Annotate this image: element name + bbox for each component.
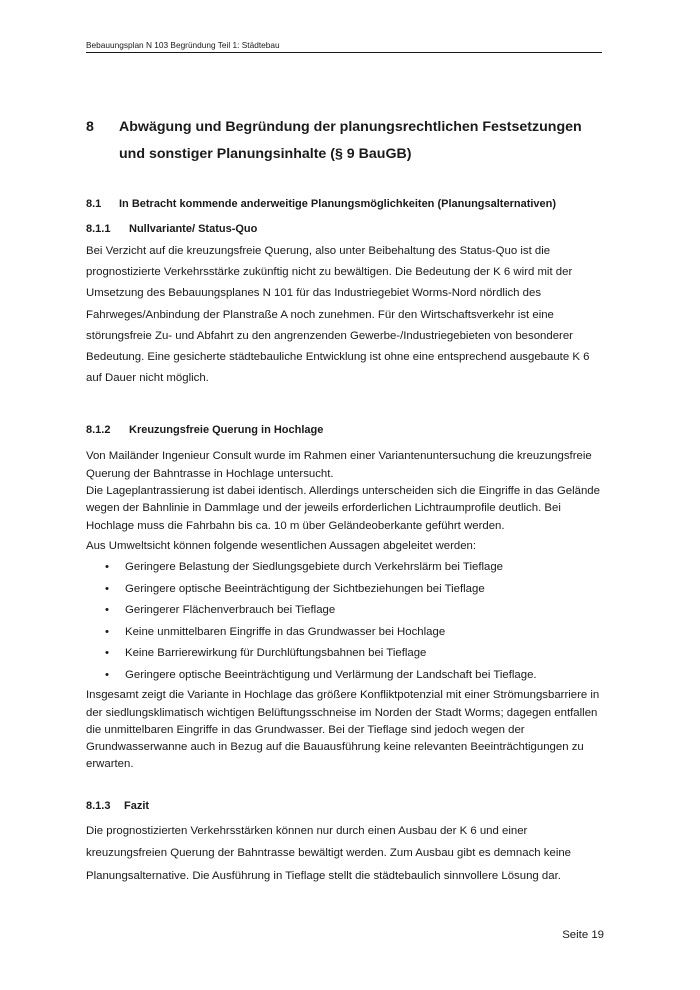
section-8-1-2-paragraph-1: Von Mailänder Ingenieur Consult wurde im Rahmen einer Variantenuntersuchung die kreuzungsfreie Querung der Bahntrasse in Hochlage untersucht. [86, 450, 592, 480]
section-8-1-1-number: 8.1.1 [86, 223, 111, 235]
section-8-1-heading [86, 197, 602, 211]
list-item [86, 557, 602, 579]
section-8-heading [86, 114, 602, 168]
bullet-icon: • [105, 604, 109, 617]
section-8-title: Abwägung und Begründung der planungsrechtlichen Festsetzungen und sonstiger Planungsinhalte (§ 9 BauGB) [119, 119, 582, 162]
section-8-1-1-paragraph: Bei Verzicht auf die kreuzungsfreie Querung, also unter Beibehaltung des Status-Quo ist die prognostizierte Verkehrsstärke zukünftig nicht zu bewältigen. Die Bedeutung der K 6 wird mit der Umsetzung des Bebauungsplanes N 101 für das Industriegebiet Worms-Nord nördlich des Fahrweges/Anbindung der Planstraße A noch zunehmen. Für den Wirtschaftsverkehr ist eine störungsfreie Zu- und Abfahrt zu den angrenzenden Gewerbe-/Industriegebieten von besonderer Bedeutung. Eine gesicherte städtebauliche Entwicklung ist ohne eine entsprechend ausgebaute K 6 auf Dauer nicht möglich. [86, 245, 590, 385]
list-item-text: Keine Barrierewirkung für Durchlüftungsbahnen bei Tieflage [125, 647, 427, 660]
list-item-text: Keine unmittelbaren Eingriffe in das Grundwasser bei Hochlage [125, 625, 446, 638]
section-8-number: 8 [86, 119, 94, 135]
environmental-statements-list [86, 557, 602, 686]
section-8-1-2-paragraph-2: Die Lageplantrassierung ist dabei identisch. Allerdings unterscheiden sich die Eingriffe in das Gelände wegen der Bahnlinie in Dammlage und der jeweils erforderlichen Lichtraumprofile deutlich. Bei Hochlage muss die Fahrbahn bis ca. 10 m über Geländeoberkante geführt werden. [86, 485, 600, 532]
section-8-1-number: 8.1 [86, 198, 102, 210]
bullet-icon: • [105, 668, 109, 681]
page-number: Seite 19 [562, 929, 604, 941]
page-content [86, 114, 602, 887]
section-8-1-3-number: 8.1.3 [86, 799, 111, 812]
list-item [86, 643, 602, 665]
running-header: Bebauungsplan N 103 Begründung Teil 1: Städtebau [86, 40, 602, 53]
section-8-1-3-heading [86, 799, 602, 813]
section-8-1-2-heading [86, 423, 602, 437]
bullet-icon: • [105, 625, 109, 638]
list-item [86, 600, 602, 622]
section-8-1-2-intro: Aus Umweltsicht können folgende wesentlichen Aussagen abgeleitet werden: [86, 539, 477, 552]
section-8-1-2-title: Kreuzungsfreie Querung in Hochlage [129, 424, 324, 437]
section-8-1-3-paragraph: Die prognostizierten Verkehrsstärken können nur durch einen Ausbau der K 6 und einer kreuzungsfreien Querung der Bahntrasse bewältigt werden. Zum Ausbau gibt es demnach keine Planungsalternative. Die Ausführung in Tieflage stellt die städtebaulich sinnvollere Lösung dar. [86, 824, 572, 882]
section-8-1-3-title: Fazit [124, 799, 150, 812]
list-item [86, 579, 602, 601]
section-8-1-1-heading [86, 222, 602, 236]
section-8-1-title: In Betracht kommende anderweitige Planungsmöglichkeiten (Planungsalternativen) [119, 198, 557, 210]
list-item-text: Geringere Belastung der Siedlungsgebiete durch Verkehrslärm bei Tieflage [125, 561, 504, 574]
bullet-icon: • [105, 582, 109, 595]
list-item [86, 622, 602, 644]
section-8-1-2-conclusion: Insgesamt zeigt die Variante in Hochlage das größere Konfliktpotenzial mit einer Strömungsbarriere in der siedlungsklimatisch wichtigen Belüftungsschneise im Norden der Stadt Worms; dagegen entfallen die unmittelbaren Eingriffe in das Grundwasser. Bei der Tieflage sind jedoch wegen der Grundwasserwanne auch in Bezug auf die Bauausführung keine relevanten Beeinträchtigungen zu erwarten. [86, 689, 600, 771]
list-item [86, 665, 602, 687]
bullet-icon: • [105, 561, 109, 574]
section-8-1-2-number: 8.1.2 [86, 424, 111, 437]
list-item-text: Geringere optische Beeinträchtigung und Verlärmung der Landschaft bei Tieflage. [125, 668, 537, 681]
list-item-text: Geringere optische Beeinträchtigung der Sichtbeziehungen bei Tieflage [125, 582, 485, 595]
bullet-icon: • [105, 647, 109, 660]
section-8-1-1-title: Nullvariante/ Status-Quo [129, 223, 258, 235]
list-item-text: Geringerer Flächenverbrauch bei Tieflage [125, 604, 336, 617]
